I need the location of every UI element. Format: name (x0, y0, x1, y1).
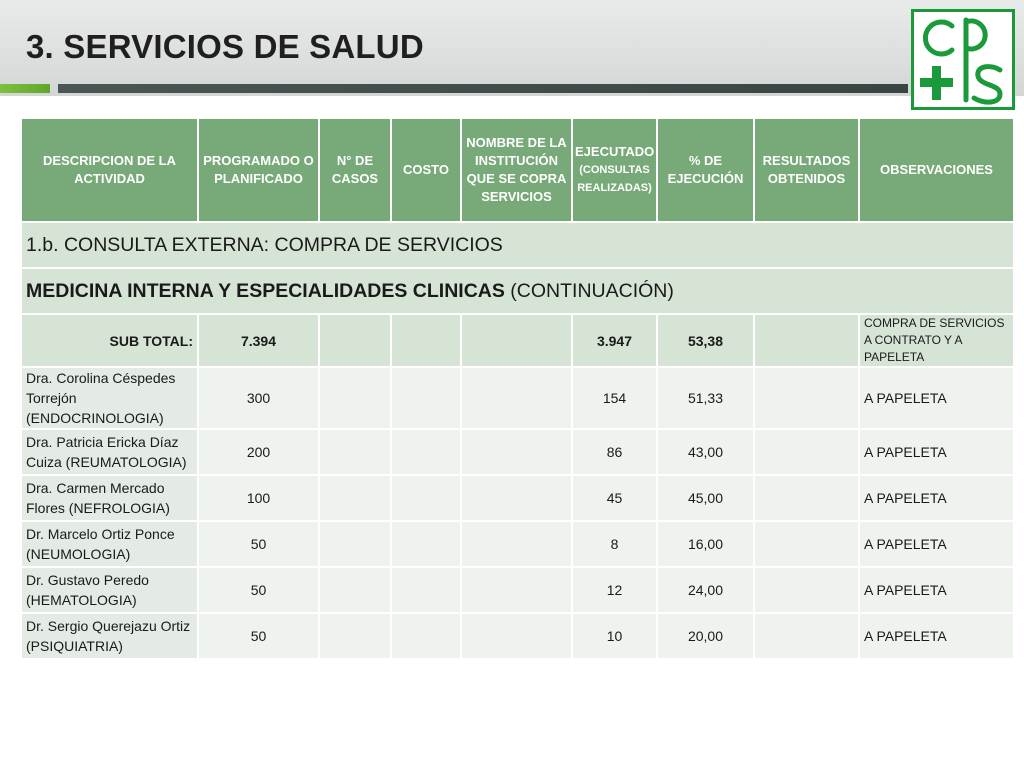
row-porcentaje: 43,00 (657, 429, 754, 475)
header-nombre-institucion: NOMBRE DE LA INSTITUCIÓN QUE SE COPRA SERVICIOS (461, 118, 572, 222)
row-costo (391, 429, 461, 475)
section-title: 1.b. CONSULTA EXTERNA: COMPRA DE SERVICIOS (21, 222, 1014, 268)
subsection-title-suffix: (CONTINUACIÓN) (504, 279, 674, 302)
row-ejecutado: 86 (572, 429, 657, 475)
row-name: Dra. Corolina Céspedes Torrejón (ENDOCRINOLOGIA) (21, 367, 198, 429)
row-costo (391, 567, 461, 613)
row-observaciones: A PAPELETA (859, 429, 1014, 475)
subtotal-nombre (461, 314, 572, 367)
row-casos (319, 475, 391, 521)
subtotal-casos (319, 314, 391, 367)
page-title: 3. SERVICIOS DE SALUD (26, 28, 424, 65)
subtotal-programado: 7.394 (198, 314, 319, 367)
row-name: Dra. Patricia Ericka Díaz Cuiza (REUMATOLOGIA) (21, 429, 198, 475)
services-table-container (20, 117, 1013, 660)
row-resultados (754, 429, 859, 475)
row-programado: 100 (198, 475, 319, 521)
subsection-title (21, 268, 1014, 314)
table-row (21, 613, 1014, 659)
row-porcentaje: 51,33 (657, 367, 754, 429)
table-row (21, 367, 1014, 429)
row-costo (391, 613, 461, 659)
row-ejecutado: 10 (572, 613, 657, 659)
subtotal-resultados (754, 314, 859, 367)
row-casos (319, 613, 391, 659)
row-name: Dr. Marcelo Ortiz Ponce (NEUMOLOGIA) (21, 521, 198, 567)
subsection-title-bold: MEDICINA INTERNA Y ESPECIALIDADES CLINICAS (26, 279, 505, 302)
row-programado: 50 (198, 521, 319, 567)
row-name: Dr. Gustavo Peredo (HEMATOLOGIA) (21, 567, 198, 613)
row-porcentaje: 24,00 (657, 567, 754, 613)
row-observaciones: A PAPELETA (859, 613, 1014, 659)
services-table (20, 117, 1015, 660)
subtotal-porcentaje: 53,38 (657, 314, 754, 367)
row-programado: 50 (198, 613, 319, 659)
row-nombre (461, 367, 572, 429)
section-row-consulta-externa (21, 222, 1014, 268)
row-programado: 50 (198, 567, 319, 613)
header-ejecutado-label: EJECUTADO (575, 144, 655, 159)
row-ejecutado: 12 (572, 567, 657, 613)
table-row (21, 429, 1014, 475)
header-descripcion: DESCRIPCION DE LA ACTIVIDAD (21, 118, 198, 222)
section-row-medicina-interna (21, 268, 1014, 314)
header-resultados: RESULTADOS OBTENIDOS (754, 118, 859, 222)
row-ejecutado: 8 (572, 521, 657, 567)
subtotal-label: SUB TOTAL: (21, 314, 198, 367)
table-header-row (21, 118, 1014, 222)
row-observaciones: A PAPELETA (859, 475, 1014, 521)
subtotal-ejecutado: 3.947 (572, 314, 657, 367)
row-porcentaje: 20,00 (657, 613, 754, 659)
title-rule (58, 84, 908, 93)
row-casos (319, 429, 391, 475)
row-costo (391, 367, 461, 429)
header-porcentaje: % DE EJECUCIÓN (657, 118, 754, 222)
row-costo (391, 475, 461, 521)
row-casos (319, 367, 391, 429)
row-nombre (461, 429, 572, 475)
row-resultados (754, 521, 859, 567)
row-porcentaje: 45,00 (657, 475, 754, 521)
row-observaciones: A PAPELETA (859, 521, 1014, 567)
header-ejecutado-sub: (CONSULTAS REALIZADAS) (577, 164, 652, 194)
row-nombre (461, 475, 572, 521)
row-resultados (754, 613, 859, 659)
row-resultados (754, 367, 859, 429)
table-row (21, 475, 1014, 521)
row-resultados (754, 475, 859, 521)
row-casos (319, 521, 391, 567)
row-observaciones: A PAPELETA (859, 367, 1014, 429)
row-ejecutado: 45 (572, 475, 657, 521)
header-costo: COSTO (391, 118, 461, 222)
table-row (21, 567, 1014, 613)
subtotal-observaciones: COMPRA DE SERVICIOS A CONTRATO Y A PAPELETA (859, 314, 1014, 367)
header-observaciones: OBSERVACIONES (859, 118, 1014, 222)
header-casos: N° DE CASOS (319, 118, 391, 222)
row-nombre (461, 521, 572, 567)
row-porcentaje: 16,00 (657, 521, 754, 567)
title-rule-accent (0, 84, 50, 93)
row-resultados (754, 567, 859, 613)
row-observaciones: A PAPELETA (859, 567, 1014, 613)
row-nombre (461, 613, 572, 659)
row-name: Dra. Carmen Mercado Flores (NEFROLOGIA) (21, 475, 198, 521)
row-programado: 200 (198, 429, 319, 475)
row-costo (391, 521, 461, 567)
header-ejecutado (572, 118, 657, 222)
table-row (21, 521, 1014, 567)
row-programado: 300 (198, 367, 319, 429)
header-programado: PROGRAMADO O PLANIFICADO (198, 118, 319, 222)
subtotal-costo (391, 314, 461, 367)
row-casos (319, 567, 391, 613)
subtotal-row (21, 314, 1014, 367)
row-ejecutado: 154 (572, 367, 657, 429)
row-name: Dr. Sergio Querejazu Ortiz (PSIQUIATRIA) (21, 613, 198, 659)
cps-logo-icon (911, 9, 1015, 110)
row-nombre (461, 567, 572, 613)
data-rows (21, 367, 1014, 659)
